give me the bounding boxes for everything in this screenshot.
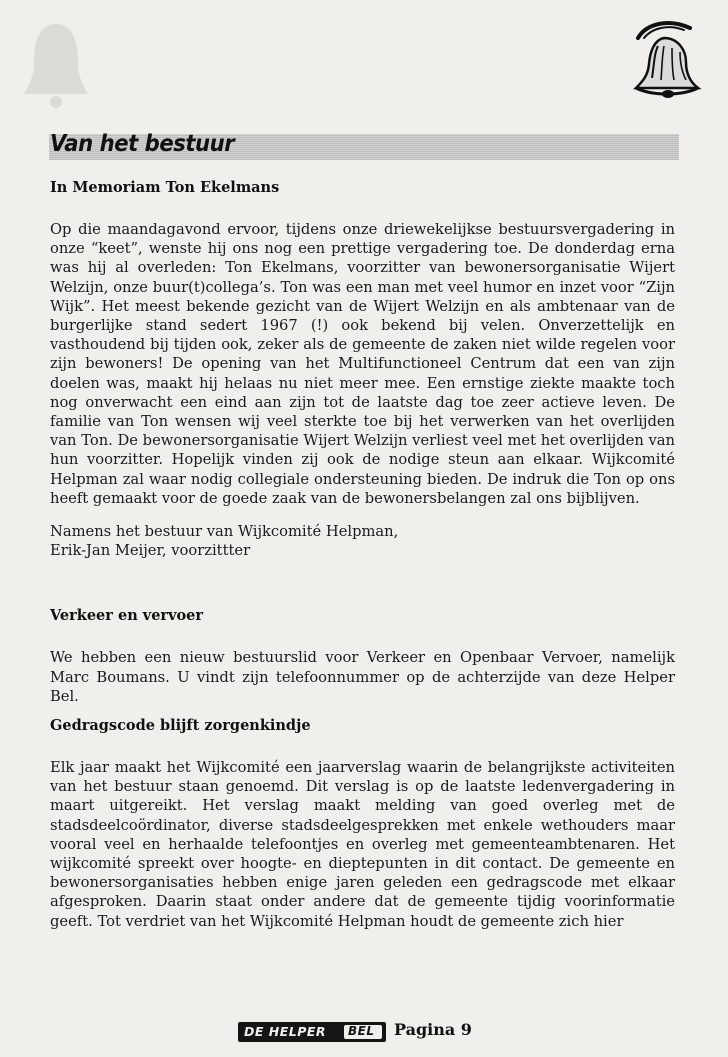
article-heading-in-memoriam: In Memoriam Ton Ekelmans xyxy=(50,179,280,196)
ghost-bell-icon xyxy=(20,18,92,110)
signoff-line-2: Erik-Jan Meijer, voorzittter xyxy=(50,542,251,560)
article-heading-verkeer: Verkeer en vervoer xyxy=(50,607,204,625)
section-title: Van het bestuur xyxy=(50,131,235,157)
article-heading-gedragscode: Gedragscode blijft zorgenkindje xyxy=(50,717,311,735)
article-body-verkeer: We hebben een nieuw bestuurslid voor Verkeer en Openbaar Vervoer, namelijk Marc Boumans. U vindt zijn telefoonnummer op de achterzijde van deze Helper Bel. xyxy=(50,649,675,705)
bell-icon xyxy=(628,16,706,100)
article-body-gedragscode: Elk jaar maakt het Wijkcomité een jaarverslag waarin de belangrijkste activiteiten van het bestuur staan genoemd. Dit verslag is op de laatste ledenvergadering in maart uitgereikt. Het verslag maakt melding van goed overleg met de stadsdeelcoördinator, diverse stadsdeelgesprekken met enkele wethouders maar vooral veel en herhaalde telefoontjes en overleg met gemeenteambtenaren. Het wijkcomité spreekt over hoogte- en dieptepunten in dit contact. De gemeente en bewonersorganisaties hebben enige jaren geleden een gedragscode met elkaar afgesproken. Daarin staat onder andere dat de gemeente tijdig voorinformatie geeft. Tot verdriet van het Wijkcomité Helpman houdt de gemeente zich hier xyxy=(50,759,675,930)
signoff-line-1: Namens het bestuur van Wijkcomité Helpman, xyxy=(50,523,399,541)
article-body-in-memoriam: Op die maandagavond ervoor, tijdens onze driewekelijkse bestuursvergadering in onze “keet”, wenste hij ons nog een prettige vergadering toe. De donderdag erna was hij al overleden: Ton Ekelmans, voorzitter van bewonersorganisatie Wijert Welzijn, onze buur(t)collega’s. Ton was een man met veel humor en inzet voor “Zijn Wijk”. Het meest bekende gezicht van de Wijert Welzijn en als ambtenaar van de burgerlijke stand sedert 1967 (!) ook bekend bij velen. Onverzettelijk en vasthoudend bij tijden ook, zeker als de gemeente de zaken niet wilde regelen voor zijn bewoners! De opening van het Multifunctioneel Centrum dat een van zijn doelen was, maakt hij helaas nu niet meer mee. Een ernstige ziekte maakte toch nog onverwacht een eind aan zijn tot de laatste dag toe zeer actieve leven. De familie van Ton wensen wij veel sterkte toe bij het verwerken van het overlijden van Ton. De bewonersorganisatie Wijert Welzijn verliest veel met het overlijden van hun voorzitter. Hopelijk vinden zij ook de nodige steun aan elkaar. Wijkcomité Helpman zal waar nodig collegiale ondersteuning bieden. De indruk die Ton op ons heeft gemaakt voor de goede zaak van de bewonersbelangen zal ons bijblijven. xyxy=(50,221,675,507)
brand-name: DE HELPER xyxy=(244,1024,327,1039)
article-column xyxy=(50,178,675,931)
brand-name-suffix: BEL xyxy=(348,1024,375,1038)
page-number: Pagina 9 xyxy=(394,1020,472,1039)
